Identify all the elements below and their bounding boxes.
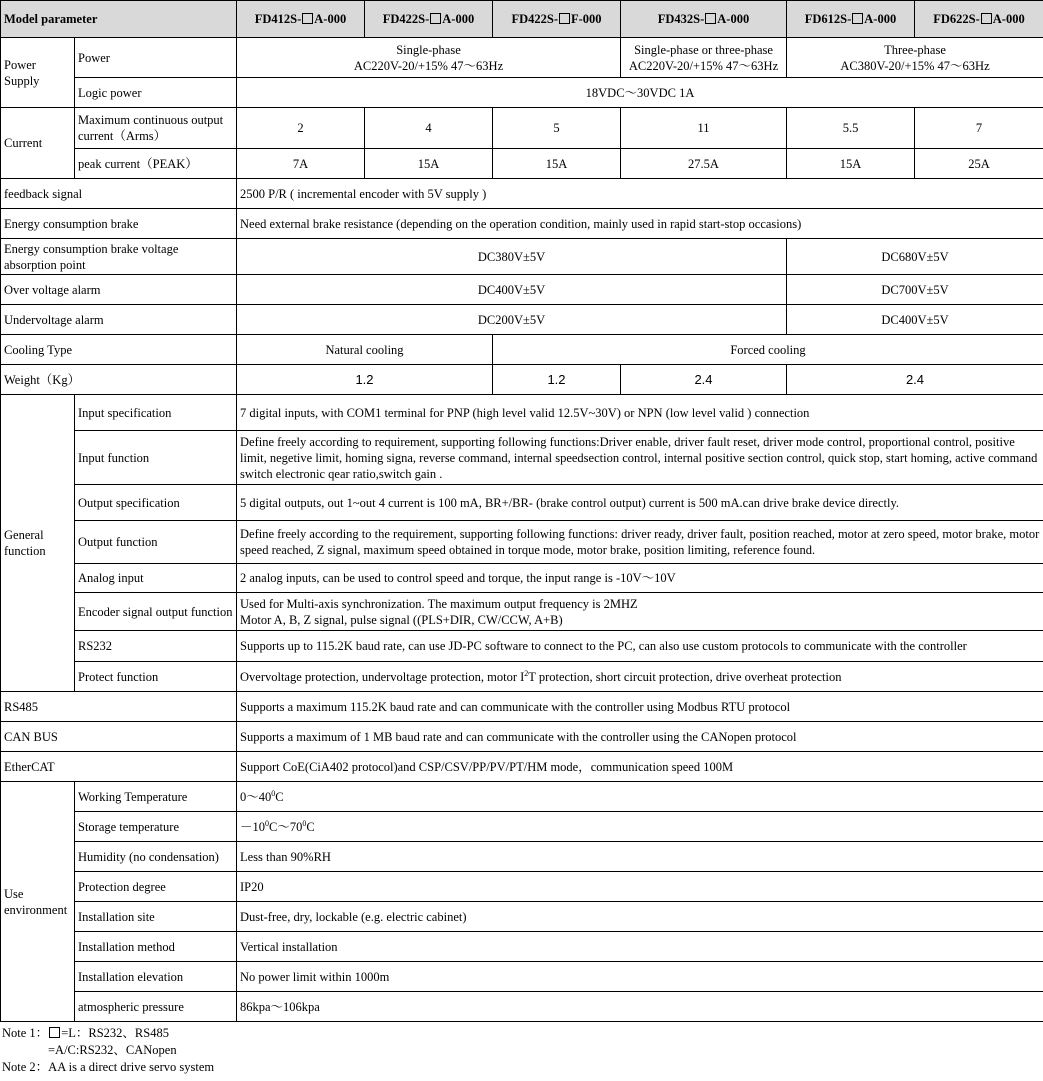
installation-method-value: Vertical installation xyxy=(237,932,1043,962)
humidity-row xyxy=(1,842,1043,872)
working-temp-value: $0\sim 40^0C$ xyxy=(237,782,1043,812)
peak-current-value: 27.5A xyxy=(621,149,787,179)
power-row xyxy=(1,38,1043,78)
model-header: FD612S- A-000 xyxy=(787,1,915,38)
max-current-value: 7 xyxy=(915,108,1043,149)
undervoltage-value-a: DC200V±5V xyxy=(237,305,787,335)
humidity-value: Less than 90%RH xyxy=(237,842,1043,872)
over-voltage-value-b: DC700V±5V xyxy=(787,275,1043,305)
peak-current-value: 15A xyxy=(787,149,915,179)
storage-temp-row xyxy=(1,812,1043,842)
output-spec-row xyxy=(1,485,1043,521)
power-label: Power xyxy=(75,38,237,78)
logic-power-label: Logic power xyxy=(75,78,237,108)
logic-power-value: 18VDC～30VDC 1A xyxy=(237,78,1043,108)
installation-elevation-row xyxy=(1,962,1043,992)
storage-temp-label: Storage temperature xyxy=(75,812,237,842)
peak-current-value: 25A xyxy=(915,149,1043,179)
pressure-row xyxy=(1,992,1043,1022)
pressure-label: atmospheric pressure xyxy=(75,992,237,1022)
feedback-row xyxy=(1,179,1043,209)
can-bus-value: Supports a maximum of 1 MB baud rate and can communicate with the controller using the CANopen protocol xyxy=(237,722,1043,752)
input-spec-label: Input specification xyxy=(75,395,237,431)
analog-input-label: Analog input xyxy=(75,564,237,593)
max-current-label: Maximum continuous output current（Arms） xyxy=(75,108,237,149)
general-function-group: General function xyxy=(1,395,75,692)
analog-input-value: 2 analog inputs, can be used to control speed and torque, the input range is -10V～10V xyxy=(237,564,1043,593)
protection-degree-row xyxy=(1,872,1043,902)
note-1-continued: =A/C:RS232、CANopen xyxy=(48,1043,177,1057)
max-current-value: 5 xyxy=(493,108,621,149)
model-header: FD432S- A-000 xyxy=(621,1,787,38)
output-function-value: Define freely according to the requirement, supporting following functions: driver ready, driver fault, position reached, motor at zero speed, motor brake, motor speed reached, Z signal, maximum speed obtained in torque mode, motor brake, position limiting, reference found. xyxy=(237,521,1043,564)
brake-value: Need external brake resistance (depending on the operation condition, mainly used in rapid start-stop occasions) xyxy=(237,209,1043,239)
peak-current-label: peak current（PEAK） xyxy=(75,149,237,179)
model-header: FD422S- A-000 xyxy=(365,1,493,38)
notes xyxy=(2,1025,214,1076)
option-box-icon xyxy=(705,13,716,24)
storage-temp-value: $-10^0C\sim 70^0C$ xyxy=(237,812,1043,842)
option-box-icon xyxy=(49,1027,60,1038)
note-1: Note 1： =L：RS232、RS485 xyxy=(2,1026,169,1040)
model-header: FD422S- F-000 xyxy=(493,1,621,38)
analog-input-row xyxy=(1,564,1043,593)
brake-voltage-value-b: DC680V±5V xyxy=(787,239,1043,275)
brake-voltage-value-a: DC380V±5V xyxy=(237,239,787,275)
max-current-row xyxy=(1,108,1043,149)
protect-function-label: Protect function xyxy=(75,662,237,692)
weight-value: 1.2 xyxy=(237,365,493,395)
peak-current-value: 7A xyxy=(237,149,365,179)
input-function-value: Define freely according to requirement, supporting following functions:Driver enable, driver fault reset, driver mode control, proportional control, positive limit, negetive limit, homing signa, reverse command, internal speedsection control, internal positive section control, quick stop, start homing, active command switch electronic qear ratio,switch gain . xyxy=(237,431,1043,485)
feedback-label: feedback signal xyxy=(1,179,237,209)
brake-row xyxy=(1,209,1043,239)
can-bus-row xyxy=(1,722,1043,752)
option-box-icon xyxy=(981,13,992,24)
working-temp-row xyxy=(1,782,1043,812)
header-row xyxy=(1,1,1043,38)
input-spec-value: 7 digital inputs, with COM1 terminal for PNP (high level valid 12.5V~30V) or NPN (low level valid ) connection xyxy=(237,395,1043,431)
power-value-a: Single-phase AC220V-20/+15% 47～63Hz xyxy=(237,38,621,78)
brake-label: Energy consumption brake xyxy=(1,209,237,239)
weight-value: 2.4 xyxy=(787,365,1043,395)
pressure-value: 86kpa～106kpa xyxy=(237,992,1043,1022)
note-2: Note 2：AA is a direct drive servo system xyxy=(2,1060,215,1074)
undervoltage-row xyxy=(1,305,1043,335)
undervoltage-label: Undervoltage alarm xyxy=(1,305,237,335)
installation-site-value: Dust-free, dry, lockable (e.g. electric cabinet) xyxy=(237,902,1043,932)
undervoltage-value-b: DC400V±5V xyxy=(787,305,1043,335)
protection-degree-label: Protection degree xyxy=(75,872,237,902)
installation-elevation-label: Installation elevation xyxy=(75,962,237,992)
over-voltage-value-a: DC400V±5V xyxy=(237,275,787,305)
over-voltage-row xyxy=(1,275,1043,305)
humidity-label: Humidity (no condensation) xyxy=(75,842,237,872)
max-current-value: 11 xyxy=(621,108,787,149)
peak-current-value: 15A xyxy=(365,149,493,179)
output-function-row xyxy=(1,521,1043,564)
encoder-output-value: Used for Multi-axis synchronization. The maximum output frequency is 2MHZ Motor A, B, Z signal, pulse signal ((PLS+DIR, CW/CCW, A+B) xyxy=(237,593,1043,631)
input-function-row xyxy=(1,431,1043,485)
max-current-value: 2 xyxy=(237,108,365,149)
cooling-value-natural: Natural cooling xyxy=(237,335,493,365)
can-bus-label: CAN BUS xyxy=(1,722,237,752)
option-box-icon xyxy=(559,13,570,24)
protect-function-row xyxy=(1,662,1043,692)
rs485-row xyxy=(1,692,1043,722)
input-spec-row xyxy=(1,395,1043,431)
rs232-row xyxy=(1,631,1043,662)
installation-method-row xyxy=(1,932,1043,962)
output-spec-label: Output specification xyxy=(75,485,237,521)
cooling-value-forced: Forced cooling xyxy=(493,335,1043,365)
output-function-label: Output function xyxy=(75,521,237,564)
weight-label: Weight（Kg） xyxy=(1,365,237,395)
rs232-label: RS232 xyxy=(75,631,237,662)
protection-degree-value: IP20 xyxy=(237,872,1043,902)
cooling-row xyxy=(1,335,1043,365)
model-header: FD412S- A-000 xyxy=(237,1,365,38)
rs232-value: Supports up to 115.2K baud rate, can use JD-PC software to connect to the PC, can also use custom protocols to communicate with the controller xyxy=(237,631,1043,662)
rs485-value: Supports a maximum 115.2K baud rate and can communicate with the controller using Modbus RTU protocol xyxy=(237,692,1043,722)
model-header: FD622S- A-000 xyxy=(915,1,1043,38)
peak-current-value: 15A xyxy=(493,149,621,179)
feedback-value: 2500 P/R ( incremental encoder with 5V supply ) xyxy=(237,179,1043,209)
option-box-icon xyxy=(302,13,313,24)
ethercat-label: EtherCAT xyxy=(1,752,237,782)
logic-power-row xyxy=(1,78,1043,108)
protect-function-value: Overvoltage protection, undervoltage protection, motor $I^2T$ protection, short circuit protection, drive overheat protection xyxy=(237,662,1043,692)
max-current-value: 4 xyxy=(365,108,493,149)
installation-site-row xyxy=(1,902,1043,932)
option-box-icon xyxy=(852,13,863,24)
weight-value: 1.2 xyxy=(493,365,621,395)
option-box-icon xyxy=(430,13,441,24)
installation-method-label: Installation method xyxy=(75,932,237,962)
peak-current-row xyxy=(1,149,1043,179)
power-value-c: Three-phase AC380V-20/+15% 47～63Hz xyxy=(787,38,1043,78)
over-voltage-label: Over voltage alarm xyxy=(1,275,237,305)
current-group: Current xyxy=(1,108,75,179)
cooling-label: Cooling Type xyxy=(1,335,237,365)
weight-value: 2.4 xyxy=(621,365,787,395)
installation-elevation-value: No power limit within 1000m xyxy=(237,962,1043,992)
weight-row xyxy=(1,365,1043,395)
output-spec-value: 5 digital outputs, out 1~out 4 current is 100 mA, BR+/BR- (brake control output) current is 500 mA.can drive brake device directly. xyxy=(237,485,1043,521)
encoder-output-label: Encoder signal output function xyxy=(75,593,237,631)
brake-voltage-label: Energy consumption brake voltage absorption point xyxy=(1,239,237,275)
max-current-value: 5.5 xyxy=(787,108,915,149)
power-value-b: Single-phase or three-phase AC220V-20/+15% 47～63Hz xyxy=(621,38,787,78)
rs485-label: RS485 xyxy=(1,692,237,722)
working-temp-label: Working Temperature xyxy=(75,782,237,812)
ethercat-value: Support CoE(CiA402 protocol)and CSP/CSV/PP/PV/PT/HM mode，communication speed 100M xyxy=(237,752,1043,782)
installation-site-label: Installation site xyxy=(75,902,237,932)
encoder-output-row xyxy=(1,593,1043,631)
ethercat-row xyxy=(1,752,1043,782)
model-parameter-header: Model parameter xyxy=(1,1,237,38)
power-supply-group: Power Supply xyxy=(1,38,75,108)
brake-voltage-row xyxy=(1,239,1043,275)
use-environment-group: Use environment xyxy=(1,782,75,1022)
input-function-label: Input function xyxy=(75,431,237,485)
